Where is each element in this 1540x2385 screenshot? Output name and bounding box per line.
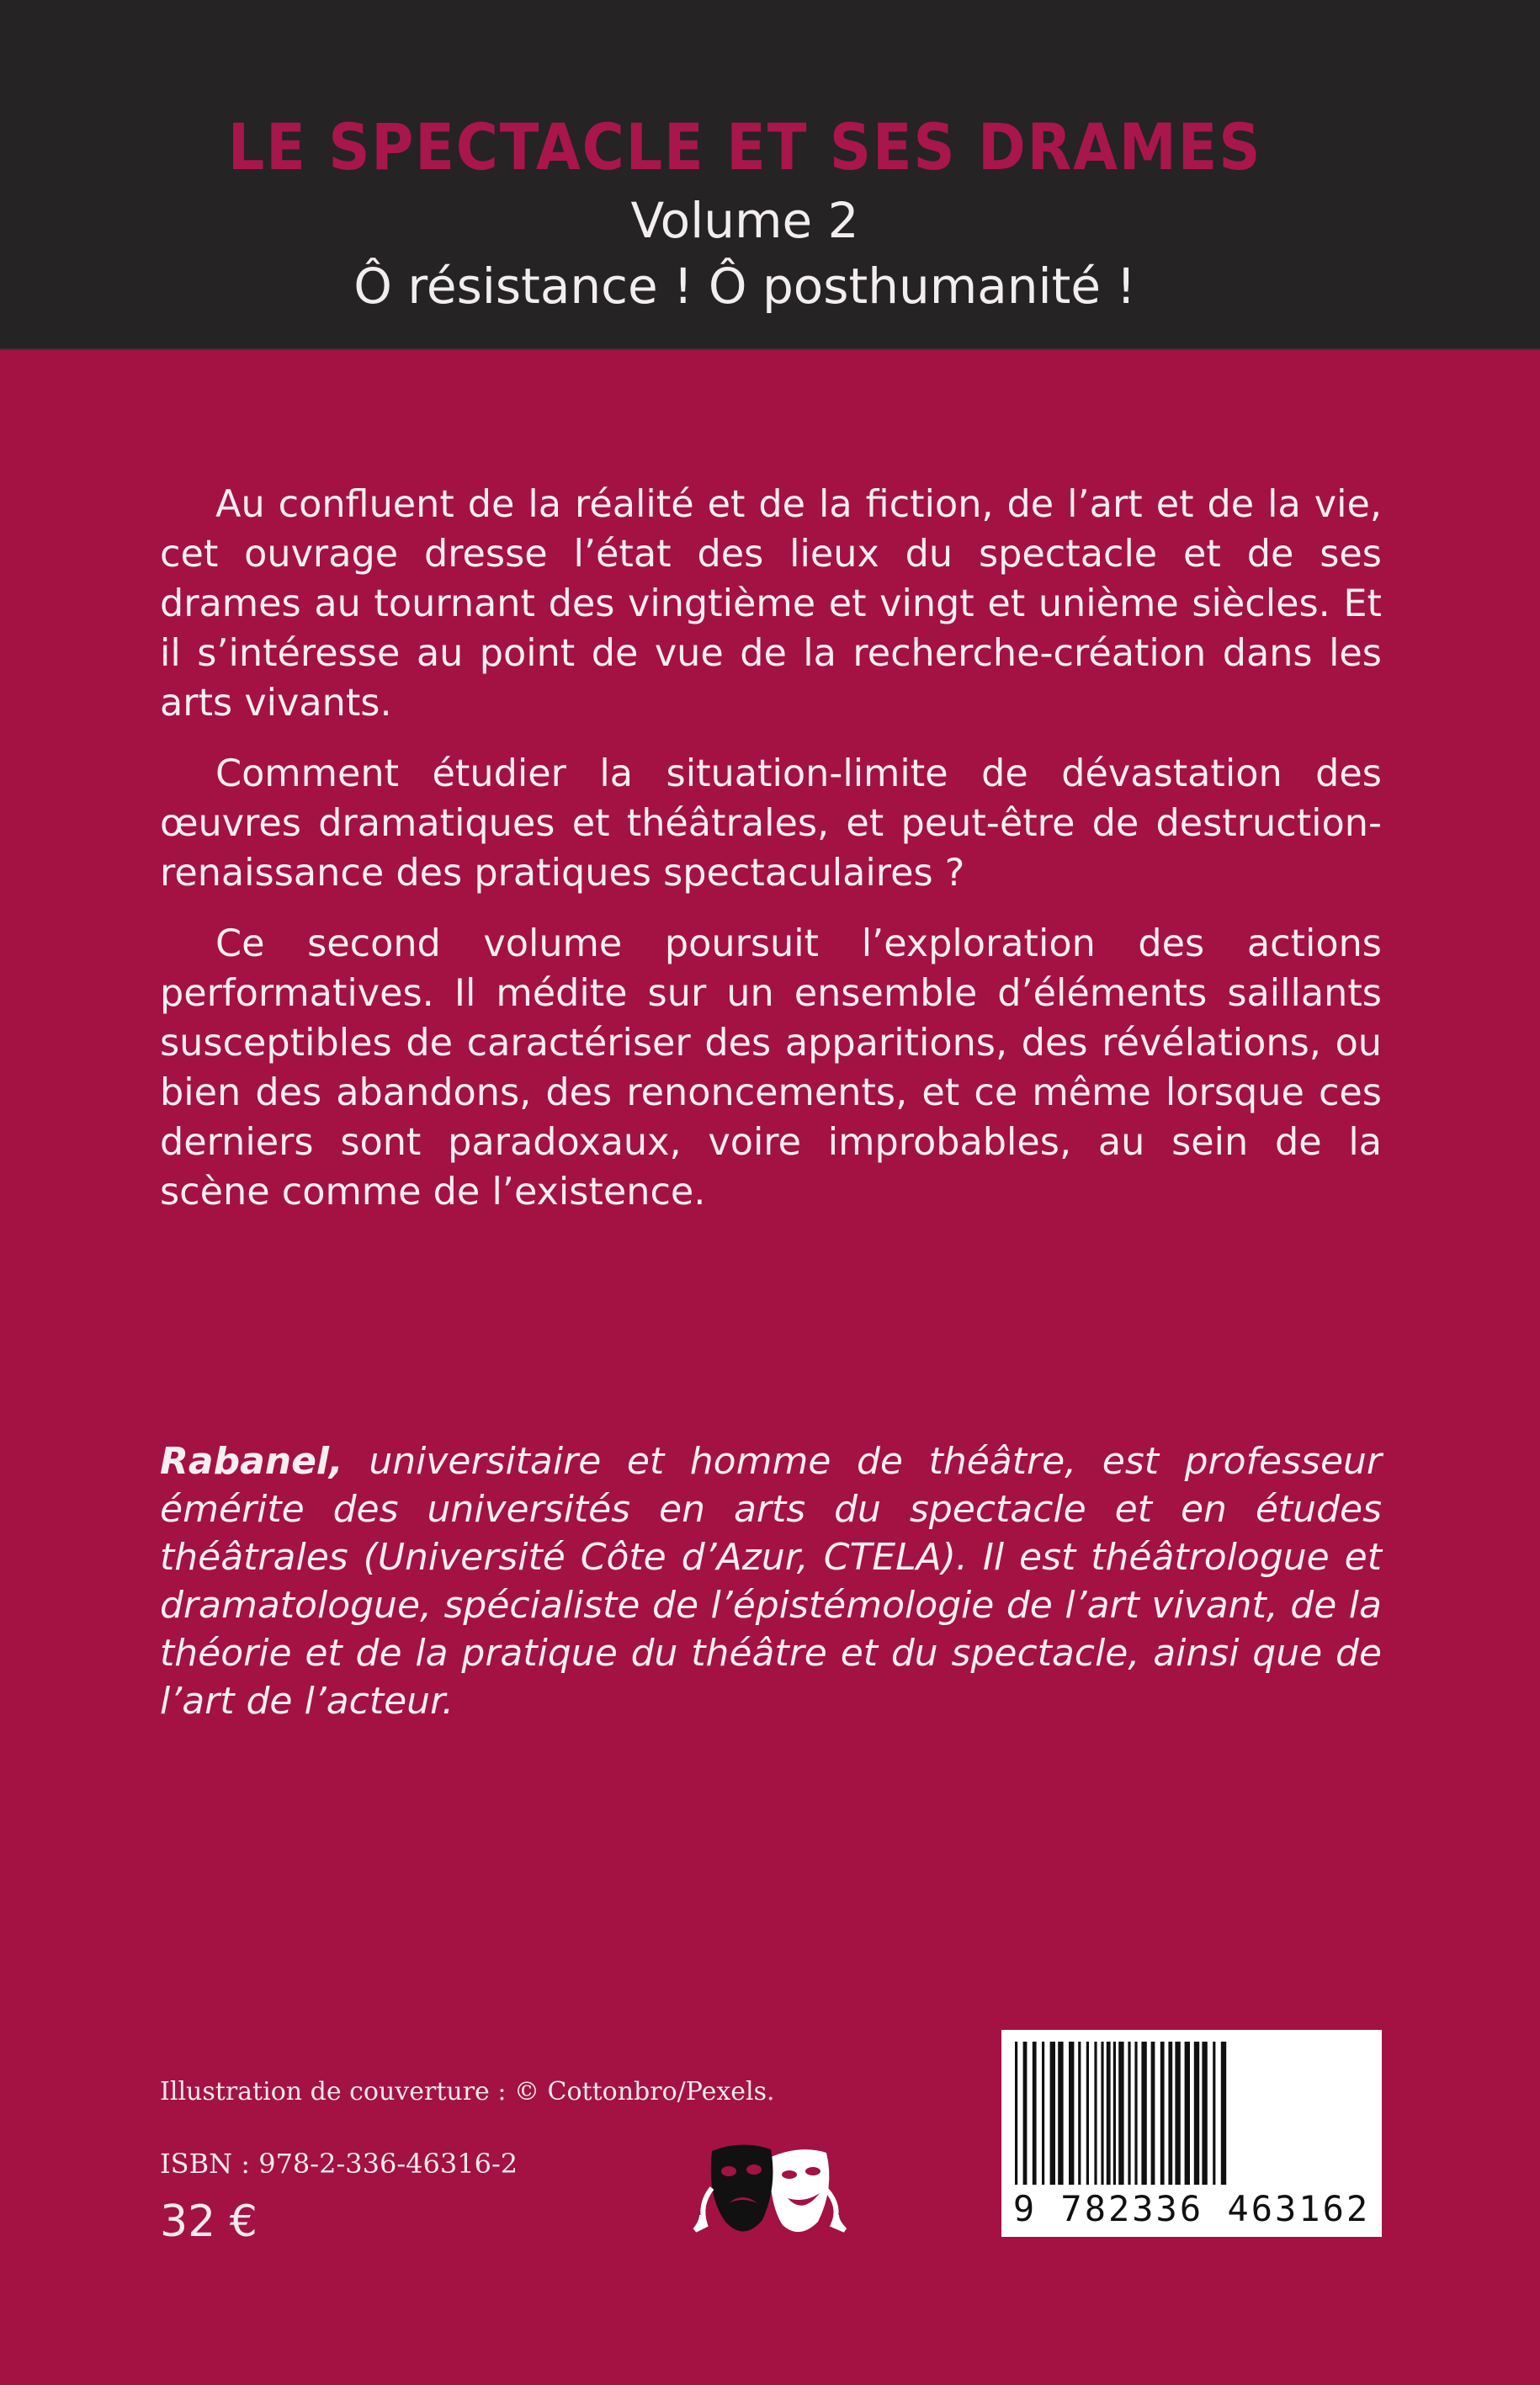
cover-credit: Illustration de couverture : © Cottonbro/Pexels.: [160, 2077, 775, 2106]
barcode-bars: [1013, 2042, 1370, 2185]
barcode-bar: [1023, 2042, 1028, 2185]
barcode-bar: [1118, 2042, 1123, 2185]
author-name: Rabanel,: [160, 1440, 343, 1483]
barcode-bar: [1160, 2042, 1165, 2185]
barcode-bar: [1107, 2042, 1111, 2185]
barcode-bar: [1042, 2042, 1044, 2185]
barcode-bar: [1151, 2042, 1155, 2185]
barcode-bar: [1078, 2042, 1081, 2185]
barcode-bar: [1128, 2042, 1130, 2185]
barcode-bar: [1094, 2042, 1097, 2185]
barcode-bar: [1086, 2042, 1089, 2185]
back-cover-blurb: [160, 480, 1382, 1238]
barcode-bar: [1015, 2042, 1017, 2185]
barcode-bar: [1113, 2042, 1116, 2185]
barcode-bar: [1069, 2042, 1074, 2185]
theatre-masks-icon: [692, 2138, 848, 2247]
barcode-bar: [1221, 2042, 1226, 2185]
blurb-paragraph-2: Comment étudier la situation-limite de dévastation des œuvres dramatiques et théâtrales, et peut-être de destruction-renaissance des pratiques spectaculaires ?: [160, 752, 1382, 895]
barcode: [1001, 2030, 1382, 2237]
barcode-bar: [1058, 2042, 1063, 2185]
barcode-bar: [1194, 2042, 1199, 2185]
barcode-bar: [1101, 2042, 1103, 2185]
barcode-bar: [1134, 2042, 1137, 2185]
header-band: [0, 0, 1540, 350]
barcode-bar: [1168, 2042, 1172, 2185]
barcode-bar: [1213, 2042, 1215, 2185]
barcode-bar: [1141, 2042, 1146, 2185]
barcode-number: 9 782336 463162: [1012, 2188, 1371, 2229]
isbn: ISBN : 978-2-336-46316-2: [160, 2148, 518, 2180]
barcode-bar: [1202, 2042, 1207, 2185]
barcode-bar: [1033, 2042, 1037, 2185]
barcode-bar: [1175, 2042, 1180, 2185]
barcode-bar: [1185, 2042, 1190, 2185]
author-bio: [160, 1437, 1382, 1725]
author-bio-text: universitaire et homme de théâtre, est professeur émérite des universités en arts du spectacle et en études théâtrales (Université Côte d’Azur, CTELA). Il est théâtrologue et dramatologue, spécialiste de l’épistémologie de l’art vivant, de la théorie et de la pratique du théâtre et du spectacle, ainsi que de l’art de l’acteur.: [160, 1440, 1382, 1723]
barcode-bar: [1050, 2042, 1055, 2185]
blurb-paragraph-1: Au confluent de la réalité et de la fiction, de l’art et de la vie, cet ouvrage dresse l’état des lieux du spectacle et de ses drames au tournant des vingtième et vingt et unième siècles. Et il s’intéresse au point de vue de la recherche-création dans les arts vivants.: [160, 483, 1382, 725]
book-title: LE SPECTACLE ET SES DRAMES: [227, 109, 1262, 184]
volume-label: Volume 2: [630, 192, 859, 249]
book-subtitle: Ô résistance ! Ô posthumanité !: [353, 258, 1136, 315]
blurb-paragraph-3: Ce second volume poursuit l’exploration des actions performatives. Il médite sur un ensemble d’éléments saillants susceptibles de caractériser des apparitions, des révélations, ou bien des abandons, des renoncements, et ce même lorsque ces derniers sont paradoxaux, voire improbables, au sein de la scène comme de l’existence.: [160, 922, 1382, 1214]
price: 32 €: [160, 2196, 258, 2247]
